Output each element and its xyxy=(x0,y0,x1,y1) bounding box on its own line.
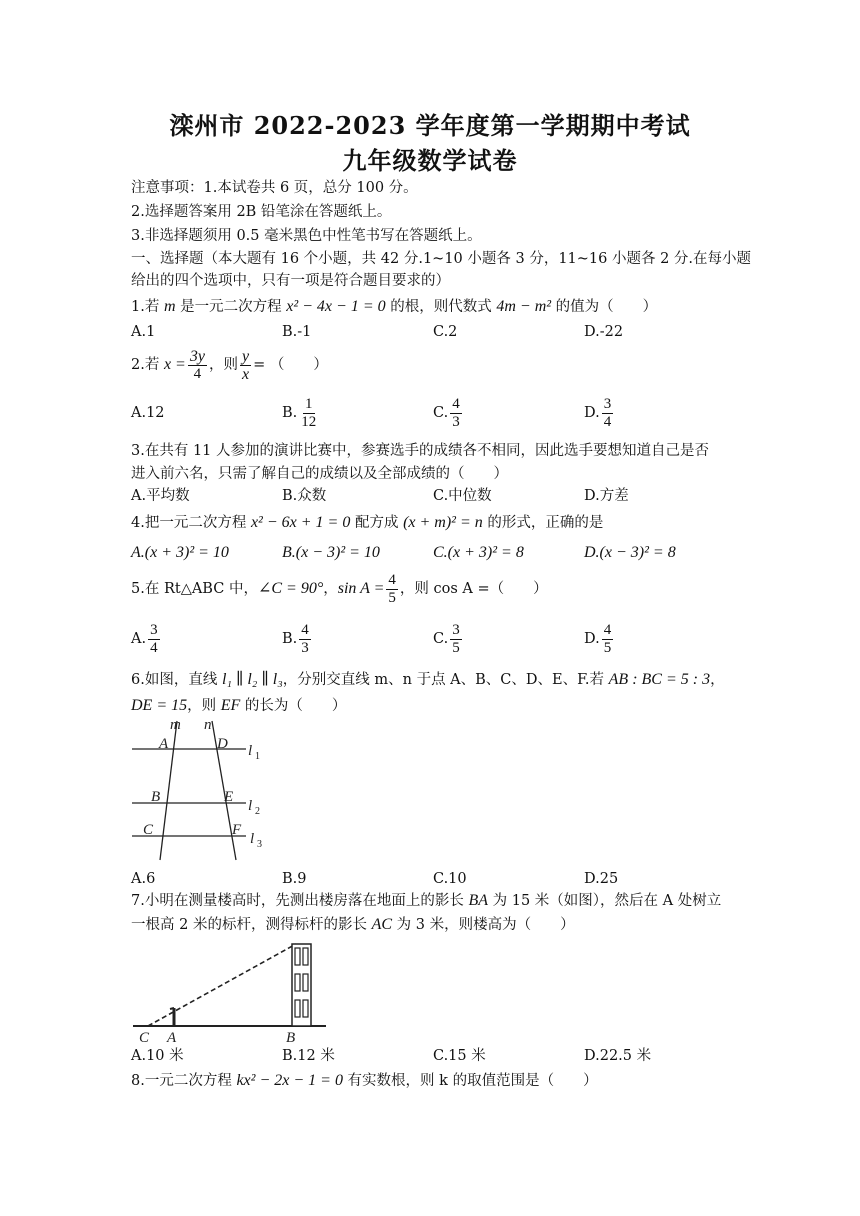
q2-option-c-fraction xyxy=(450,396,462,431)
q5-option-a-num: 3 xyxy=(150,621,158,638)
q2-text-3: = （ ） xyxy=(253,357,328,373)
question-7-line-1 xyxy=(131,891,721,911)
q1-text-1: 1.若 xyxy=(131,299,164,315)
q5-option-d-label: D. xyxy=(584,631,600,647)
q1-text-4: 的值为（ ） xyxy=(551,299,658,315)
notes-line-3: 3.非选择题须用 0.5 毫米黑色中性笔书写在答题纸上。 xyxy=(131,228,482,244)
label-c: C xyxy=(139,1030,150,1046)
q2-target-fraction xyxy=(240,348,251,383)
label-l3: l xyxy=(250,831,255,847)
q6-given: DE = 15 xyxy=(131,697,188,714)
q2-text-1: 2.若 xyxy=(131,357,164,373)
q2-option-c-num: 4 xyxy=(452,395,460,412)
q8-equation: kx² − 2x − 1 = 0 xyxy=(236,1072,343,1089)
q7-option-a: A.10 米 xyxy=(131,1048,184,1064)
label-a: A xyxy=(159,736,169,752)
q5-option-b xyxy=(282,620,313,658)
q2-fraction-num: 3y xyxy=(189,347,205,365)
question-2-stem xyxy=(131,346,328,384)
q3-option-c: C.中位数 xyxy=(433,488,492,504)
q5-option-c-num: 3 xyxy=(452,621,460,638)
q4-text-1: 4.把一元二次方程 xyxy=(131,515,251,531)
q2-option-b-num: 1 xyxy=(305,395,313,412)
q5-option-b-fraction xyxy=(299,622,311,657)
q1-option-d: D.-22 xyxy=(584,324,624,340)
q1-option-a: A.1 xyxy=(131,324,156,340)
question-3-line-1: 3.在共有 11 人参加的演讲比赛中，参赛选手的成绩各不相同，因此选手要想知道自己是否 xyxy=(131,443,709,459)
q2-option-c xyxy=(433,394,464,432)
q5-option-c-fraction xyxy=(450,622,462,657)
q6-figure xyxy=(126,715,276,865)
notes-line-2: 2.选择题答案用 2B 铅笔涂在答题纸上。 xyxy=(131,204,392,220)
label-n: n xyxy=(204,717,212,733)
q2-option-d-label: D. xyxy=(584,405,600,421)
q3-option-b: B.众数 xyxy=(282,488,327,504)
q2-option-d xyxy=(584,394,615,432)
q2-lhs: x = xyxy=(163,356,186,373)
q5-option-b-num: 4 xyxy=(301,621,309,638)
q5-sin: sin A = xyxy=(337,580,385,597)
question-7-line-2 xyxy=(131,915,575,935)
q2-fraction-den: 4 xyxy=(193,365,202,382)
q6-text-2: ，分别交直线 m、n 于点 A、B、C、D、E、F.若 xyxy=(282,672,609,688)
q4-option-c: C.(x + 3)² = 8 xyxy=(433,544,524,561)
q1-text-2: 是一元二次方程 xyxy=(175,299,287,315)
q6-text-7: 的长为（ ） xyxy=(240,698,347,714)
q2-fraction xyxy=(188,348,207,383)
q2-option-d-fraction xyxy=(602,396,614,431)
label-e: E xyxy=(224,789,234,805)
q1-equation: x² − 4x − 1 = 0 xyxy=(286,298,386,315)
q1-option-b: B.-1 xyxy=(282,324,312,340)
q6-option-a: A.6 xyxy=(131,871,156,887)
q2-option-d-num: 3 xyxy=(603,395,612,412)
label-l2-sub: 2 xyxy=(255,806,260,817)
q4-option-b: B.(x − 3)² = 10 xyxy=(282,544,380,561)
q5-option-a xyxy=(131,620,162,658)
q8-text-2: 有实数根，则 k 的取值范围是（ ） xyxy=(342,1073,598,1089)
section-instructions-2: 给出的四个选项中，只有一项是符合题目要求的） xyxy=(131,273,450,289)
q3-option-a: A.平均数 xyxy=(131,488,190,504)
q5-fraction xyxy=(386,572,398,607)
q2-target-num: y xyxy=(241,347,250,365)
q6-ratio: AB : BC = 5 : 3 xyxy=(608,671,711,688)
q4-form: (x + m)² = n xyxy=(403,514,483,531)
q5-option-d-num: 4 xyxy=(603,621,612,638)
pole-top xyxy=(170,1008,174,1009)
question-4-stem xyxy=(131,513,603,533)
label-b: B xyxy=(151,789,161,805)
label-l1: l xyxy=(248,743,253,759)
q2-option-b xyxy=(282,394,320,432)
q5-text-3: ，则 cos A =（ ） xyxy=(399,581,548,597)
q8-text-1: 8.一元二次方程 xyxy=(131,1073,237,1089)
section-instructions-1: 一、选择题（本大题有 16 个小题，共 42 分.1~10 小题各 3 分，11~16 小题各 2 分.在每小题 xyxy=(131,251,752,267)
exam-title: 滦州市 2022-2023 学年度第一学期期中考试 xyxy=(169,111,691,140)
q2-text-2: ，则 xyxy=(208,357,238,373)
label-m: m xyxy=(170,717,181,733)
q7-text-3: 一根高 2 米的标杆，测得标杆的影长 xyxy=(131,917,372,933)
question-6-line-1 xyxy=(131,670,725,690)
q5-option-a-fraction xyxy=(148,622,160,657)
q7-ac: AC xyxy=(371,916,393,933)
question-8-stem xyxy=(131,1071,598,1091)
q1-option-c: C.2 xyxy=(433,324,458,340)
q6-option-b: B.9 xyxy=(282,871,307,887)
q5-option-b-label: B. xyxy=(282,631,298,647)
q6-target: EF xyxy=(220,697,241,714)
label-a: A xyxy=(167,1030,177,1046)
q2-option-d-den: 4 xyxy=(603,413,612,430)
q4-text-3: 的形式，正确的是 xyxy=(482,515,604,531)
label-l1-sub: 1 xyxy=(255,751,260,762)
q5-fraction-num: 4 xyxy=(388,571,396,588)
q6-text-1: 6.如图，直线 xyxy=(131,672,222,688)
q6-text-5: ，则 xyxy=(187,698,221,714)
q7-text-4: 为 3 米，则楼高为（ ） xyxy=(392,917,575,933)
q5-option-c-den: 5 xyxy=(452,639,460,656)
label-d: D xyxy=(217,736,228,752)
shadow-line xyxy=(148,944,296,1026)
q7-ba: BA xyxy=(468,892,488,909)
q5-fraction-den: 5 xyxy=(388,589,396,606)
q4-option-d: D.(x − 3)² = 8 xyxy=(584,544,676,561)
question-3-line-2: 进入前六名，只需了解自己的成绩以及全部成绩的（ ） xyxy=(131,466,508,482)
q5-option-a-den: 4 xyxy=(150,639,158,656)
q3-option-d: D.方差 xyxy=(584,488,629,504)
q5-text-2: ， xyxy=(323,581,338,597)
q4-text-2: 配方成 xyxy=(350,515,404,531)
q2-option-c-label: C. xyxy=(433,405,449,421)
q2-option-c-den: 3 xyxy=(452,413,460,430)
question-5-stem xyxy=(131,570,548,608)
q7-text-1: 7.小明在测量楼高时，先测出楼房落在地面上的影长 xyxy=(131,893,469,909)
q2-option-b-label: B. xyxy=(282,405,298,421)
label-l2: l xyxy=(248,798,253,814)
exam-subtitle: 九年级数学试卷 xyxy=(342,146,518,175)
q2-option-a: A.12 xyxy=(131,405,165,421)
label-l3-sub: 3 xyxy=(257,839,262,850)
q2-option-b-den: 12 xyxy=(301,413,317,430)
q2-option-b-fraction xyxy=(299,396,318,431)
q5-angle: ∠C = 90° xyxy=(257,580,324,597)
q6-option-c: C.10 xyxy=(433,871,467,887)
question-1-stem xyxy=(131,297,657,317)
q6-option-d: D.25 xyxy=(584,871,619,887)
question-6-line-2 xyxy=(131,696,346,716)
label-f: F xyxy=(232,822,242,838)
q5-option-d xyxy=(584,620,615,658)
q5-option-c xyxy=(433,620,464,658)
q5-option-a-label: A. xyxy=(131,631,147,647)
q6-text-3: ， xyxy=(710,672,725,688)
q7-text-2: 为 15 米（如图），然后在 A 处树立 xyxy=(488,893,722,909)
q2-target-den: x xyxy=(241,365,250,383)
notes-line-1: 注意事项：1.本试卷共 6 页，总分 100 分。 xyxy=(131,180,418,196)
q1-expression: 4m − m² xyxy=(496,298,552,315)
q4-option-a: A.(x + 3)² = 10 xyxy=(131,544,229,561)
q1-variable: m xyxy=(163,298,176,315)
q5-option-d-fraction xyxy=(602,622,614,657)
q7-option-d: D.22.5 米 xyxy=(584,1048,652,1064)
q7-option-b: B.12 米 xyxy=(282,1048,335,1064)
q1-text-3: 的根，则代数式 xyxy=(385,299,497,315)
q5-option-b-den: 3 xyxy=(301,639,309,656)
q4-equation: x² − 6x + 1 = 0 xyxy=(250,514,351,531)
q7-option-c: C.15 米 xyxy=(433,1048,486,1064)
q5-option-c-label: C. xyxy=(433,631,449,647)
q6-parallel-lines: l₁ ∥ l₂ ∥ l₃ xyxy=(221,671,283,688)
label-b: B xyxy=(286,1030,296,1046)
q7-figure xyxy=(131,936,331,1046)
q5-text-1: 5.在 Rt△ABC 中， xyxy=(131,581,258,597)
label-c: C xyxy=(143,822,154,838)
q5-option-d-den: 5 xyxy=(603,639,612,656)
